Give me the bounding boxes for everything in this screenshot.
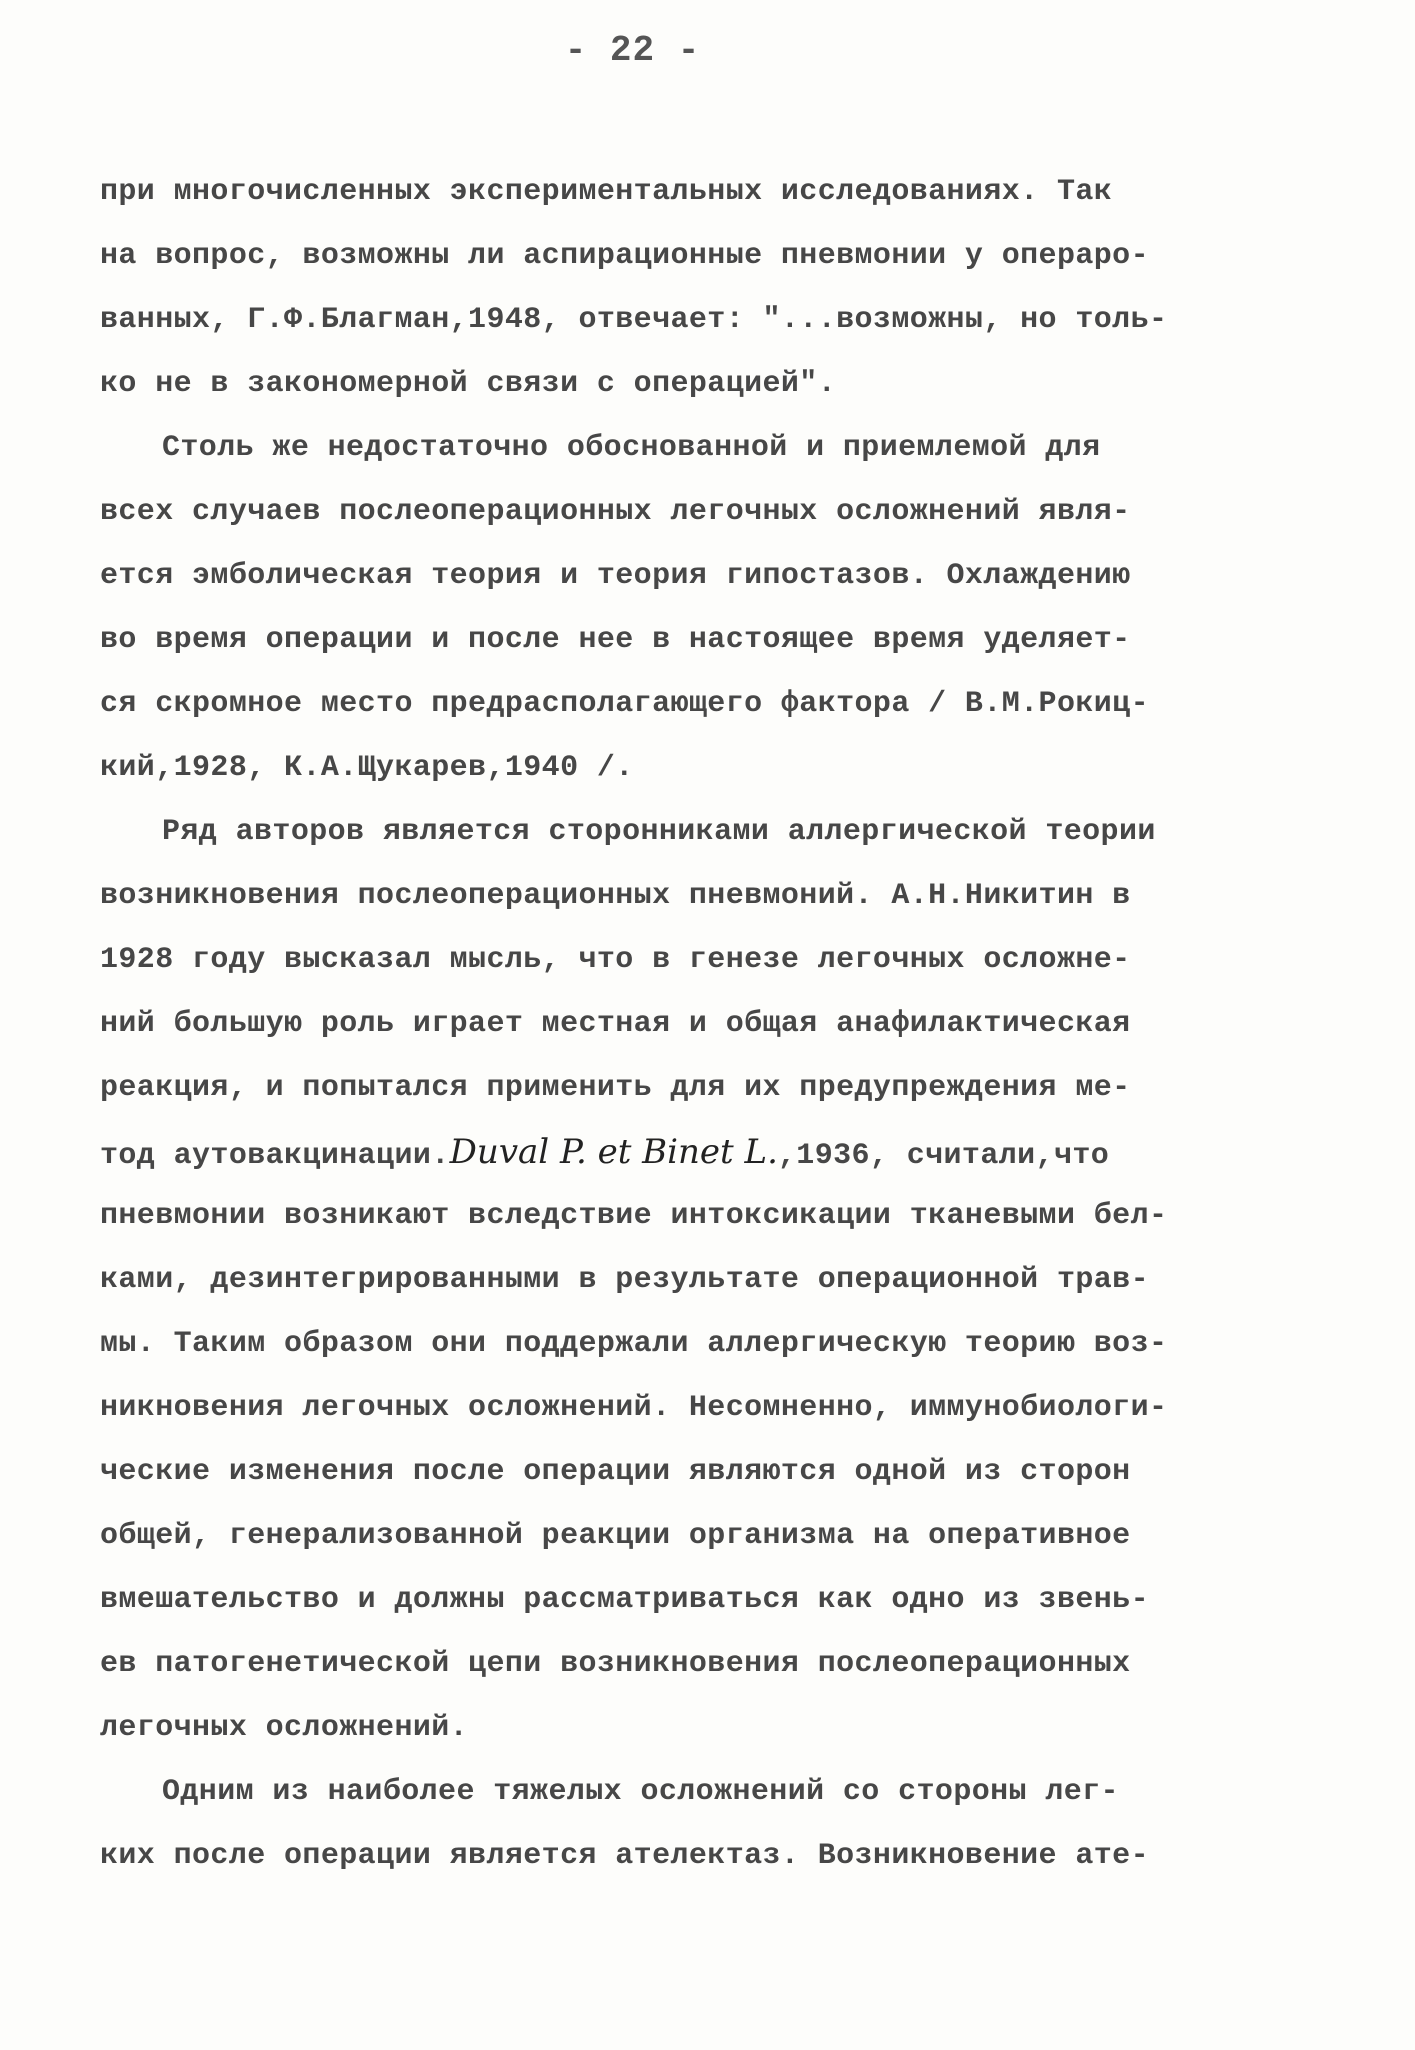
- page-number: - 22 -: [564, 30, 701, 71]
- text-line: ко не в закономерной связи с операцией".: [100, 367, 837, 401]
- text-segment: тод аутовакцинации.: [100, 1139, 450, 1173]
- text-line: ний большую роль играет местная и общая анафилактическая: [100, 1007, 1131, 1041]
- text-line: ется эмболическая теория и теория гипостазов. Охлаждению: [100, 559, 1131, 593]
- text-line: всех случаев послеоперационных легочных осложнений явля-: [100, 495, 1131, 529]
- text-line: вмешательство и должны рассматриваться как одно из звень-: [100, 1583, 1149, 1617]
- text-line: на вопрос, возможны ли аспирационные пневмонии у операро-: [100, 239, 1149, 273]
- paragraph-start-line: Столь же недостаточно обоснованной и приемлемой для: [162, 431, 1101, 465]
- text-segment: ,1936, считали,что: [777, 1139, 1110, 1173]
- text-line: во время операции и после нее в настоящее время уделяет-: [100, 623, 1131, 657]
- paragraph-start-line: Ряд авторов является сторонниками аллергической теории: [162, 815, 1156, 849]
- text-line: мы. Таким образом они поддержали аллергическую теорию воз-: [100, 1327, 1168, 1361]
- body-text: [100, 160, 1320, 1888]
- text-line: ев патогенетической цепи возникновения послеоперационных: [100, 1647, 1131, 1681]
- text-line: никновения легочных осложнений. Несомненно, иммунобиологи-: [100, 1391, 1168, 1425]
- text-line: ванных, Г.Ф.Благман,1948, отвечает: "...возможны, но толь-: [100, 303, 1168, 337]
- text-line: ками, дезинтегрированными в результате операционной трав-: [100, 1263, 1149, 1297]
- text-line: общей, генерализованной реакции организма на оперативное: [100, 1519, 1131, 1553]
- text-line: ческие изменения после операции являются одной из сторон: [100, 1455, 1131, 1489]
- text-line: легочных осложнений.: [100, 1711, 469, 1745]
- handwritten-citation: Duval P. et Binet L.: [449, 1132, 778, 1172]
- text-line: пневмонии возникают вследствие интоксикации тканевыми бел-: [100, 1199, 1168, 1233]
- paragraph-start-line: Одним из наиболее тяжелых осложнений со стороны лег-: [162, 1775, 1119, 1809]
- text-line: 1928 году высказал мысль, что в генезе легочных осложне-: [100, 943, 1131, 977]
- text-line: кий,1928, К.А.Щукарев,1940 /.: [100, 751, 634, 785]
- text-line: реакция, и попытался применить для их предупреждения ме-: [100, 1071, 1131, 1105]
- text-line: ких после операции является ателектаз. Возникновение ате-: [100, 1839, 1149, 1873]
- text-line: возникновения послеоперационных пневмоний. А.Н.Никитин в: [100, 879, 1131, 913]
- text-line: ся скромное место предрасполагающего фактора / В.М.Рокиц-: [100, 687, 1149, 721]
- text-line-with-handwriting: [100, 1120, 1320, 1184]
- text-line: при многочисленных экспериментальных исследованиях. Так: [100, 175, 1113, 209]
